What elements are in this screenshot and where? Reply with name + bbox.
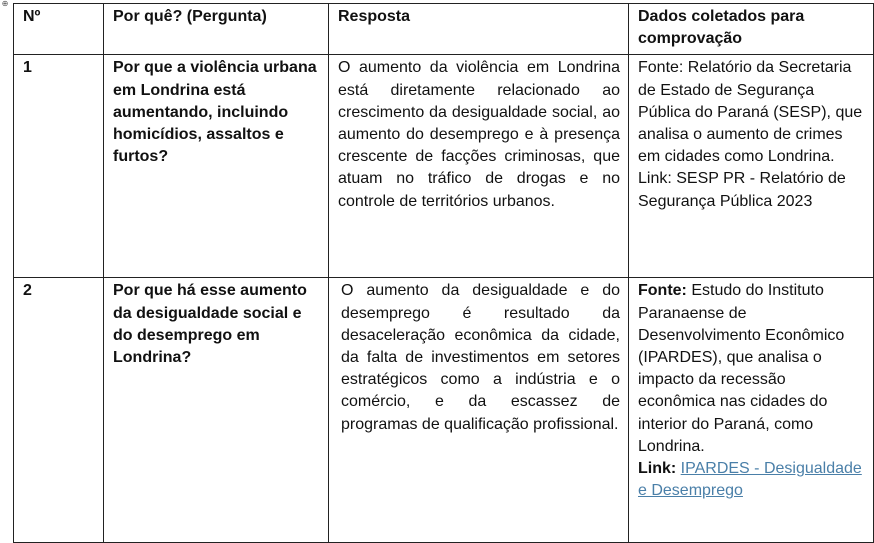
header-answer: Resposta — [329, 4, 629, 55]
header-data: Dados coletados para comprovação — [629, 4, 874, 55]
table-header-row — [14, 4, 874, 55]
row-number: 1 — [14, 55, 104, 278]
table-move-handle-icon[interactable]: ⊕ — [1, 0, 9, 8]
header-why: Por quê? (Pergunta) — [104, 4, 329, 55]
row-question: Por que a violência urbana em Londrina está aumentando, incluindo homicídios, assaltos e furtos? — [104, 55, 329, 278]
header-num: Nº — [14, 4, 104, 55]
row-evidence — [629, 55, 874, 278]
table-row — [14, 278, 874, 543]
evidence-source: Fonte: Relatório da Secretaria de Estado de Segurança Pública do Paraná (SESP), que analisa o aumento de crimes em cidades como Londrina. — [638, 59, 863, 166]
evidence-table — [13, 3, 874, 543]
source-label: Fonte: — [638, 282, 687, 300]
evidence-source: Estudo do Instituto Paranaense de Desenvolvimento Econômico (IPARDES), que analisa o impacto da recessão econômica nas cidades do interior do Paraná, como Londrina. — [638, 282, 845, 455]
row-answer: O aumento da desigualdade e do desemprego é resultado da desaceleração econômica da cidade, da falta de investimentos em setores estratégicos como a indústria e o comércio, e da escassez de programas de qualificação profissional. — [329, 278, 629, 543]
row-question: Por que há esse aumento da desigualdade social e do desemprego em Londrina? — [104, 278, 329, 543]
evidence-link-block — [638, 458, 865, 502]
row-number: 2 — [14, 278, 104, 543]
row-evidence — [629, 278, 874, 543]
evidence-source-block — [638, 280, 865, 458]
link-label: Link: — [638, 460, 677, 478]
evidence-link: Link: SESP PR - Relatório de Segurança Pública 2023 — [638, 170, 846, 210]
row-answer: O aumento da violência em Londrina está diretamente relacionado ao crescimento da desigualdade social, ao aumento do desemprego e à presença crescente de facções criminosas, que atuam no tráfico de drogas e no controle de territórios urbanos. — [329, 55, 629, 278]
table-row — [14, 55, 874, 278]
ipardes-link[interactable]: IPARDES - Desigualdade e Desemprego — [638, 460, 862, 500]
